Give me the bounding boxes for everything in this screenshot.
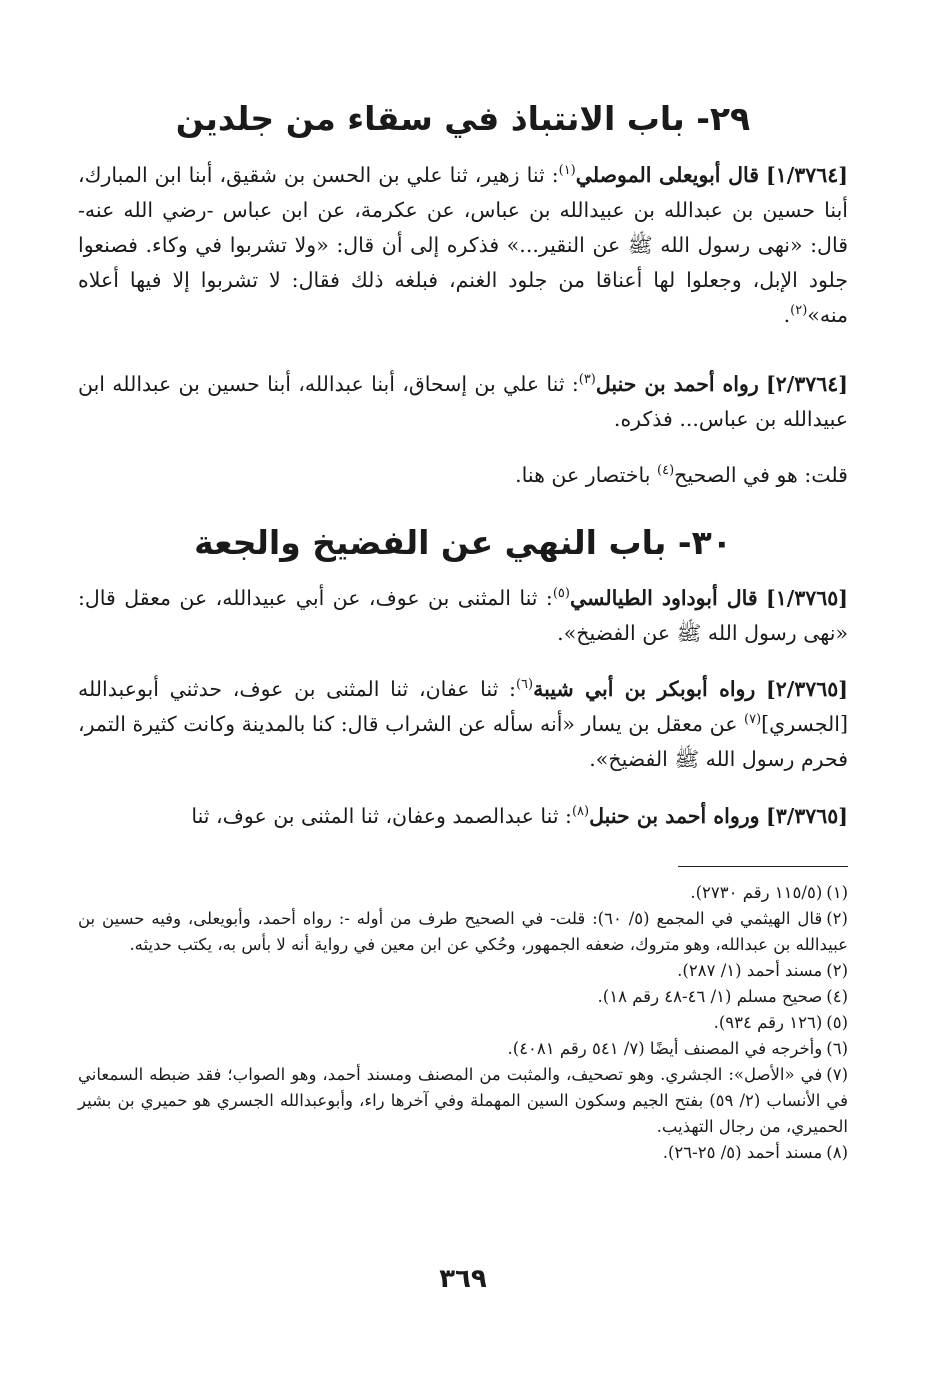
footnote-marker[interactable]: (٧) <box>744 712 762 728</box>
footnote: (١)(١١٥/٥ رقم ٢٧٣٠). <box>690 883 848 902</box>
entry-text: : ثنا علي بن إسحاق، أبنا عبدالله، أبنا حسين بن عبدالله ابن عبيدالله بن عباس... فذكره. <box>78 372 848 431</box>
entry-source: رواه أحمد بن حنبل <box>595 372 759 396</box>
footnote: (٤)صحيح مسلم (١/ ٤٦-٤٨ رقم ١٨). <box>597 987 848 1006</box>
footnote-separator <box>678 866 848 867</box>
footnote: (٢)مسند أحمد (١/ ٢٨٧). <box>677 961 848 980</box>
footnote: (٥)(١٢٦ رقم ٩٣٤). <box>713 1013 848 1032</box>
footnote-marker[interactable]: (١) <box>558 163 576 179</box>
page-number: ٣٦٩ <box>439 1264 487 1294</box>
hadith-entry: [٢/٣٧٦٥] رواه أبوبكر بن أبي شيبة$^{(٦)}$: ثنا عفان، ثنا المثنى بن عوف، حدثني أبوعبدالله [الجسري]$^{(٧)}$ عن معقل بن يسار «أنه سأله عن الشراب قال: كنا بالمدينة وكانت كثيرة التمر، فحرم رسول الله ﷺ الفضيخ». <box>78 677 848 771</box>
entry-text: : ثنا المثنى بن عوف، عن أبي عبيدالله، عن معقل قال: «نهى رسول الله ﷺ عن الفضيخ». <box>78 586 848 645</box>
entry-ref: [٣/٣٧٦٥] <box>766 804 848 828</box>
chapter-heading-30: ٣٠- باب النهي عن الفضيخ والجعة <box>194 523 732 562</box>
chapter-heading-29: ٢٩- باب الانتباذ في سقاء من جلدين <box>175 99 751 138</box>
entry-ref: [١/٣٧٦٥] <box>766 586 848 610</box>
footnotes-list <box>78 880 848 1166</box>
footnote: (٢)قال الهيثمي في المجمع (٥/ ٦٠): قلت- في الصحيح طرف من أوله -: رواه أحمد، وأبويعلى، وفيه حسين بن عبيدالله بن عبدالله، وهو متروك، ضعفه الجمهور، وحُكي عن ابن معين في رواية أنه لا بأس به، يكتب حديثه. <box>78 909 848 954</box>
footnote-marker[interactable]: (٢) <box>790 303 808 319</box>
entry-source: قال أبويعلى الموصلي <box>575 163 760 187</box>
hadith-entry <box>78 581 848 651</box>
entry-ref: [٢/٣٧٦٥] <box>766 677 848 701</box>
footnote-marker[interactable]: (٦) <box>515 677 534 693</box>
footnote-marker[interactable]: (٤) <box>657 463 675 479</box>
author-remark: قلت: هو في الصحيح$^{(٤)}$ باختصار عن هنا. <box>515 463 848 487</box>
book-page <box>78 0 848 1376</box>
footnote-marker[interactable]: (٨) <box>571 804 590 820</box>
footnote: (٧)في «الأصل»: الجشري. وهو تصحيف، والمثبت من المصنف ومسند أحمد، وهو الصواب؛ فقد ضبطه السمعاني في الأنساب (٢/ ٥٩) بفتح الجيم وسكون السين المهملة وفي آخرها راء، وأبوعبدالله الجسري هو حميري بن بشير الحميري، من رجال التهذيب. <box>78 1065 849 1136</box>
hadith-entry: [١/٣٧٦٤] قال أبويعلى الموصلي$^{(١)}$: ثنا زهير، ثنا علي بن الحسن بن شقيق، أبنا ابن المبارك، أبنا حسين بن عبدالله بن عبيدالله بن عباس، عن عكرمة، عن ابن عباس -رضي الله عنه- قال: «نهى رسول الله ﷺ عن النقير...» فذكره إلى أن قال: «ولا تشربوا في وكاء. فصنعوا جلود الإبل، وجعلوا لها أعناقا من جلود الغنم، فبلغه ذلك فقال: لا تشربوا إلا فيها أعلاه منه»$^{(٢)}$. <box>78 163 848 327</box>
entry-source: ورواه أحمد بن حنبل <box>589 804 760 828</box>
entry-source: قال أبوداود الطيالسي <box>569 586 758 610</box>
hadith-entry <box>78 799 848 834</box>
footnote: (٦)وأخرجه في المصنف أيضًا (٧/ ٥٤١ رقم ٤٠٨١). <box>507 1039 848 1058</box>
footnote: (٨)مسند أحمد (٥/ ٢٥-٢٦). <box>662 1143 848 1162</box>
footnote-marker[interactable]: (٣) <box>578 372 596 388</box>
hadith-entry <box>78 367 848 437</box>
entry-source: رواه أبوبكر بن أبي شيبة <box>533 677 756 701</box>
entry-text: : ثنا عفان، ثنا المثنى بن عوف، حدثني أبوعبدالله [الجسري] <box>78 677 848 736</box>
entry-ref: [١/٣٧٦٤] <box>766 163 848 187</box>
footnote-marker[interactable]: (٥) <box>552 586 570 602</box>
entry-text: : ثنا عبدالصمد وعفان، ثنا المثنى بن عوف، ثنا <box>191 804 572 828</box>
entry-text: : ثنا زهير، ثنا علي بن الحسن بن شقيق، أبنا ابن المبارك، أبنا حسين بن عبدالله بن عبيدالله بن عباس، عن عكرمة، عن ابن عباس -رضي الله عنه- قال: «نهى رسول الله ﷺ عن النقير...» فذكره إلى أن قال: «ولا تشربوا في وكاء. فصنعوا جلود الإبل، وجعلوا لها أعناقا من جلود الغنم، فبلغه ذلك فقال: لا تشربوا إلا فيها أعلاه منه» <box>78 163 848 327</box>
entry-ref: [٢/٣٧٦٤] <box>766 372 848 396</box>
